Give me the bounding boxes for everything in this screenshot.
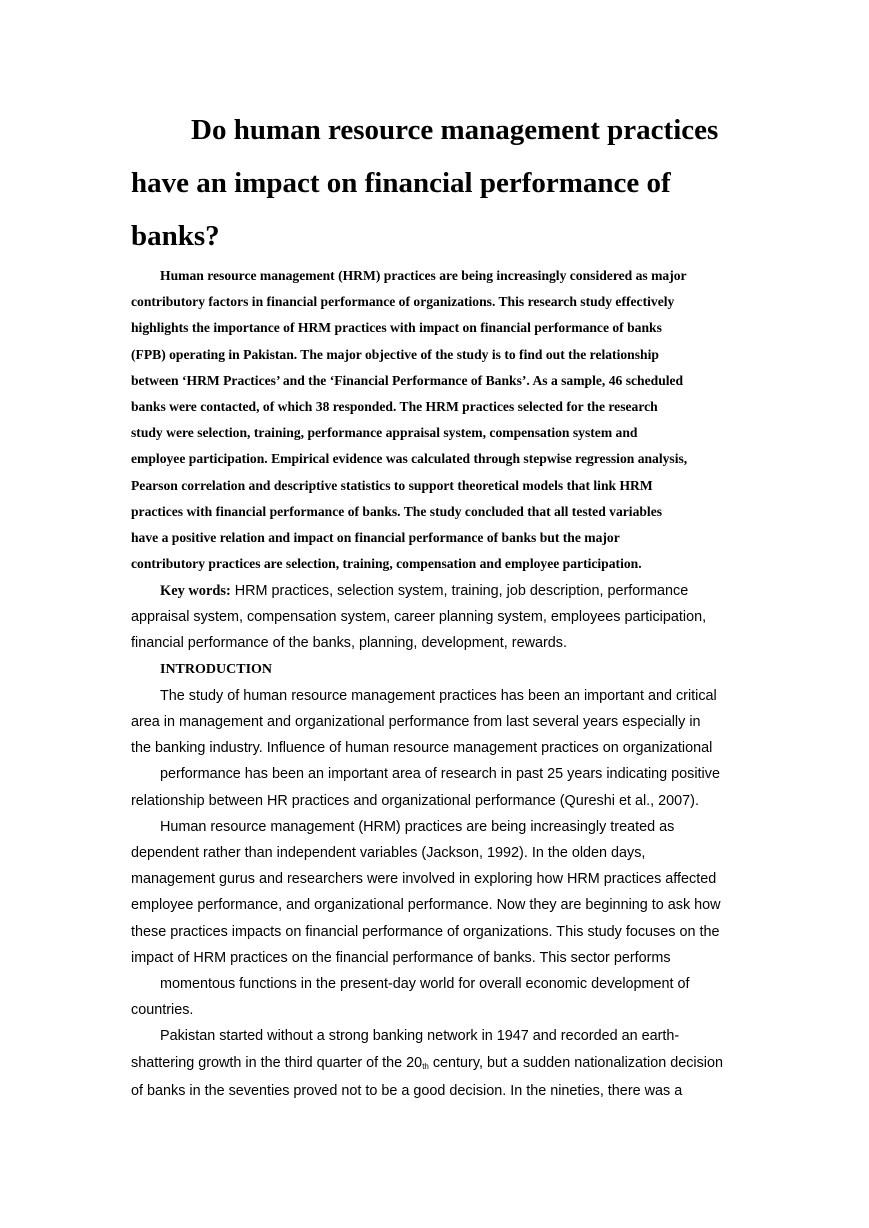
keywords-text: HRM practices, selection system, training, job description, performance [230, 583, 689, 599]
paragraph [131, 683, 751, 814]
paper-title [131, 104, 771, 263]
ordinal-suffix: th [422, 1061, 429, 1071]
paragraph-line: momentous functions in the present-day world for overall economic development of [160, 976, 690, 993]
paragraph-line: the banking industry. Influence of human resource management practices on organizational [131, 740, 713, 757]
paragraph [131, 814, 751, 1024]
paragraph-line [131, 1050, 751, 1078]
abstract-line: contributory factors in financial performance of organizations. This research study effectively [131, 294, 675, 310]
keywords-line: appraisal system, compensation system, career planning system, employees participation, [131, 609, 707, 626]
paragraph-line: impact of HRM practices on the financial performance of banks. This sector performs [131, 949, 671, 966]
paragraph-line: The study of human resource management practices has been an important and critical [160, 687, 717, 704]
abstract-line: contributory practices are selection, training, compensation and employee participation. [131, 556, 642, 572]
abstract-line: have a positive relation and impact on financial performance of banks but the major [131, 530, 620, 546]
paragraph-line: relationship between HR practices and organizational performance (Qureshi et al., 2007). [131, 792, 699, 809]
text-run: century, but a sudden nationalization decision [428, 1054, 723, 1071]
section-heading-introduction: INTRODUCTION [160, 661, 273, 677]
abstract-line: practices with financial performance of banks. The study concluded that all tested variables [131, 503, 663, 519]
abstract [131, 263, 751, 577]
title-line: banks? [131, 220, 220, 252]
paragraph-line: performance has been an important area of research in past 25 years indicating positive [160, 766, 720, 783]
paragraph-line: management gurus and researchers were involved in exploring how HRM practices affected [131, 871, 717, 888]
keywords-line [131, 578, 751, 604]
abstract-line: study were selection, training, performance appraisal system, compensation system and [131, 425, 638, 441]
paragraph-line: these practices impacts on financial performance of organizations. This study focuses on the [131, 923, 720, 940]
paragraph-line: area in management and organizational performance from last several years especially in [131, 714, 701, 731]
keywords-line: financial performance of the banks, planning, development, rewards. [131, 635, 567, 652]
paragraph-line: dependent rather than independent variables (Jackson, 1992). In the olden days, [131, 845, 646, 862]
paragraph [131, 1023, 751, 1104]
paragraph-line: Human resource management (HRM) practices are being increasingly treated as [160, 818, 675, 835]
paragraph-line: of banks in the seventies proved not to be a good decision. In the nineties, there was a [131, 1082, 683, 1099]
abstract-line: between ‘HRM Practices’ and the ‘Financial Performance of Banks’. As a sample, 46 scheduled [131, 372, 684, 388]
text-run: shattering growth in the third quarter of the 20 [131, 1054, 423, 1071]
keywords-label: Key words: [160, 583, 231, 599]
keywords [131, 578, 751, 657]
title-line: Do human resource management practices [191, 114, 719, 146]
paragraph-line: Pakistan started without a strong banking network in 1947 and recorded an earth- [160, 1028, 680, 1045]
abstract-line: Human resource management (HRM) practices are being increasingly considered as major [160, 268, 687, 283]
body-text [131, 578, 751, 1104]
abstract-line: (FPB) operating in Pakistan. The major objective of the study is to find out the relationship [131, 346, 659, 362]
abstract-line: banks were contacted, of which 38 responded. The HRM practices selected for the research [131, 399, 658, 415]
abstract-line: employee participation. Empirical evidence was calculated through stepwise regression analysis, [131, 451, 688, 467]
title-line: have an impact on financial performance of [131, 167, 671, 199]
abstract-line: highlights the importance of HRM practices with impact on financial performance of banks [131, 320, 662, 336]
paragraph-line: countries. [131, 1002, 194, 1019]
paragraph-line: employee performance, and organizational performance. Now they are beginning to ask how [131, 897, 721, 914]
abstract-line: Pearson correlation and descriptive statistics to support theoretical models that link HRM [131, 477, 653, 493]
